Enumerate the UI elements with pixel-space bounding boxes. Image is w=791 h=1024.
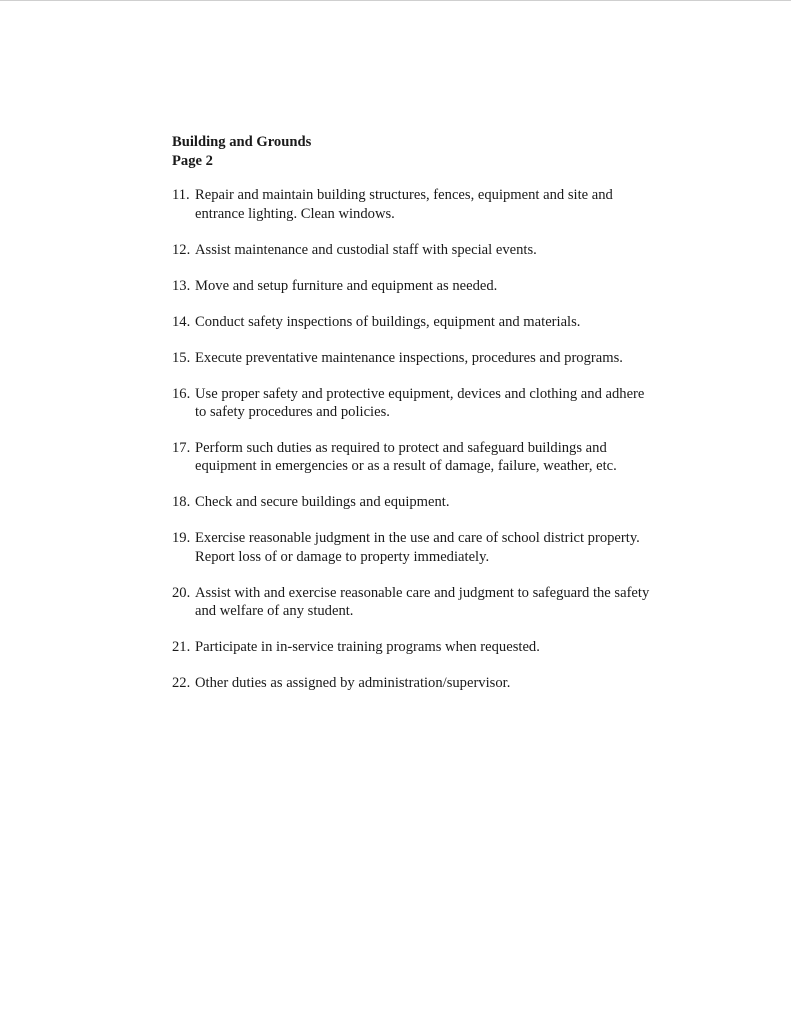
item-number: 22. bbox=[172, 675, 191, 692]
list-item-21 bbox=[172, 638, 712, 656]
document-title: Building and Grounds bbox=[172, 134, 312, 150]
item-number: 18. bbox=[172, 494, 191, 511]
list-item-19 bbox=[172, 529, 712, 566]
item-text: Use proper safety and protective equipment, devices and clothing and adhere to safety procedures and policies. bbox=[195, 385, 645, 420]
item-number: 12. bbox=[172, 241, 191, 258]
item-number: 11. bbox=[172, 187, 190, 204]
list-item-20 bbox=[172, 584, 712, 621]
list-item-14 bbox=[172, 313, 712, 331]
item-number: 20. bbox=[172, 584, 191, 601]
list-item-11 bbox=[172, 186, 712, 223]
item-text: Assist maintenance and custodial staff with special events. bbox=[195, 241, 537, 258]
item-text: Move and setup furniture and equipment as needed. bbox=[195, 277, 498, 294]
document-body bbox=[172, 133, 712, 710]
list-item-18 bbox=[172, 493, 712, 511]
item-text: Perform such duties as required to protect and safeguard buildings and equipment in emergencies or as a result of damage, failure, weather, etc. bbox=[195, 440, 617, 475]
list-item-12 bbox=[172, 241, 712, 259]
list-item-15 bbox=[172, 349, 712, 367]
item-number: 16. bbox=[172, 385, 191, 402]
item-text: Exercise reasonable judgment in the use and care of school district property. Report loss of or damage to property immediately. bbox=[195, 530, 640, 565]
page-label: Page 2 bbox=[172, 152, 213, 169]
list-item-16 bbox=[172, 385, 712, 422]
item-number: 15. bbox=[172, 349, 191, 366]
item-text: Repair and maintain building structures, fences, equipment and site and entrance lighting. Clean windows. bbox=[195, 187, 613, 222]
item-text: Assist with and exercise reasonable care and judgment to safeguard the safety and welfare of any student. bbox=[195, 584, 650, 620]
item-text: Other duties as assigned by administration/supervisor. bbox=[195, 675, 511, 692]
list-item-17 bbox=[172, 439, 712, 476]
item-text: Conduct safety inspections of buildings, equipment and materials. bbox=[195, 313, 581, 330]
item-text: Execute preventative maintenance inspections, procedures and programs. bbox=[195, 349, 623, 366]
list-item-13 bbox=[172, 277, 712, 295]
item-number: 13. bbox=[172, 277, 191, 294]
duties-list bbox=[172, 186, 712, 692]
item-text: Check and secure buildings and equipment. bbox=[195, 494, 450, 511]
item-text: Participate in in-service training programs when requested. bbox=[195, 639, 540, 656]
item-number: 14. bbox=[172, 313, 191, 330]
list-item-22 bbox=[172, 674, 712, 692]
item-number: 21. bbox=[172, 639, 191, 656]
item-number: 17. bbox=[172, 440, 191, 456]
item-number: 19. bbox=[172, 530, 191, 547]
